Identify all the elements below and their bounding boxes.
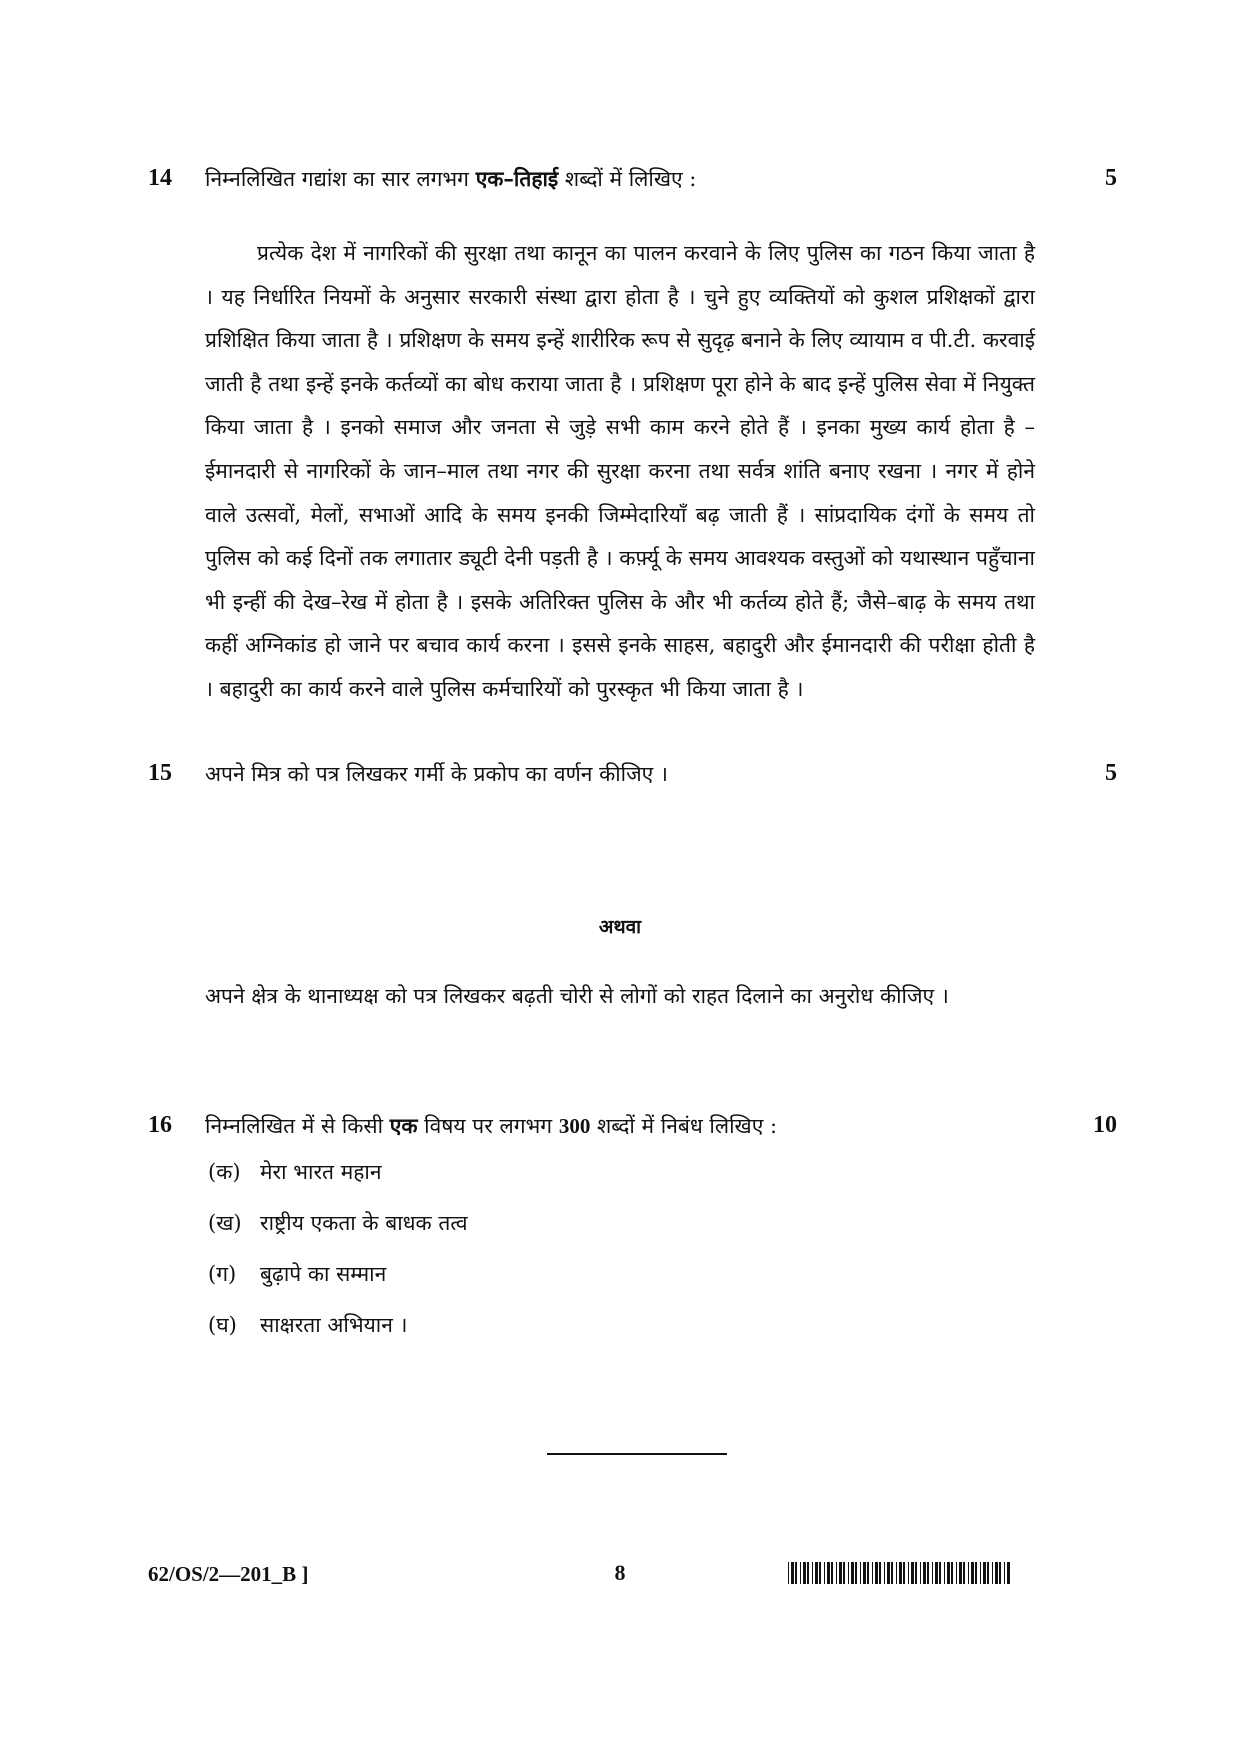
barcode-bar <box>800 1562 801 1584</box>
question-15-header <box>0 760 1240 790</box>
barcode-bar <box>959 1562 962 1584</box>
barcode-bar <box>887 1562 890 1584</box>
barcode-bar <box>815 1562 818 1584</box>
barcode-bar <box>896 1562 897 1584</box>
barcode-bar <box>848 1562 849 1584</box>
option-label: (ग) <box>208 1262 237 1286</box>
prompt-text: निम्नलिखित में से किसी <box>205 1114 390 1138</box>
barcode-bar <box>992 1562 993 1584</box>
barcode-bar <box>867 1562 869 1584</box>
barcode-bar <box>839 1562 842 1584</box>
barcode-bar <box>891 1562 893 1584</box>
paper-code: 62/OS/2—201_B ] <box>148 1562 309 1586</box>
barcode-bar <box>927 1562 929 1584</box>
barcode-bar <box>791 1562 794 1584</box>
prompt-text: निम्नलिखित गद्यांश का सार लगभग <box>205 167 476 191</box>
barcode-bar <box>899 1562 902 1584</box>
barcode-bar <box>963 1562 965 1584</box>
question-14-header <box>0 165 1240 195</box>
q15-alternative: अपने क्षेत्र के थानाध्यक्ष को पत्र लिखकर बढ़ती चोरी से लोगों को राहत दिलाने का अनुरोध कीजिए । <box>205 984 949 1008</box>
barcode-bar <box>860 1562 861 1584</box>
barcode-bar <box>980 1562 981 1584</box>
question-marks: 10 <box>1093 1112 1117 1138</box>
barcode-bar <box>947 1562 950 1584</box>
question-prompt <box>205 165 696 193</box>
barcode-bar <box>932 1562 933 1584</box>
barcode-bar <box>827 1562 830 1584</box>
question-prompt <box>205 1112 777 1140</box>
barcode-bar <box>971 1562 974 1584</box>
barcode-bar <box>983 1562 986 1584</box>
barcode-bar <box>923 1562 926 1584</box>
question-marks: 5 <box>1105 165 1117 191</box>
q16-options <box>208 1158 468 1362</box>
option-text: साक्षरता अभियान । <box>260 1313 408 1337</box>
barcode-bar <box>903 1562 905 1584</box>
barcode-icon <box>788 1562 1010 1584</box>
barcode-bar <box>803 1562 806 1584</box>
question-number: 14 <box>148 165 172 191</box>
option-label: (क) <box>208 1160 241 1184</box>
prompt-text: शब्दों में लिखिए : <box>558 167 697 191</box>
prompt-text: शब्दों में निबंध लिखिए : <box>590 1114 778 1138</box>
page-number: 8 <box>614 1560 626 1585</box>
barcode-bar <box>812 1562 813 1584</box>
barcode-bar <box>855 1562 857 1584</box>
barcode-bar <box>831 1562 833 1584</box>
barcode-bar <box>944 1562 945 1584</box>
barcode-bar <box>908 1562 909 1584</box>
barcode-bar <box>995 1562 998 1584</box>
q14-passage: प्रत्येक देश में नागरिकों की सुरक्षा तथा कानून का पालन करवाने के लिए पुलिस का गठन किया जाता है । यह निर्धारित नियमों के अनुसार सरकारी संस्था द्वारा होता है । चुने हुए व्यक्तियों को कुशल प्रशिक्षकों द्वारा प्रशिक्षित किया जाता है । प्रशिक्षण के समय इन्हें शारीरिक रूप से सुदृढ़ बनाने के लिए व्यायाम व पी.टी. करवाई जाती है तथा इन्हें इनके कर्तव्यों का बोध कराया जाता है । प्रशिक्षण पूरा होने के बाद इन्हें पुलिस सेवा में नियुक्त किया जाता है । इनको समाज और जनता से जुड़े सभी काम करने होते हैं । इनका मुख्य कार्य होता है – ईमानदारी से नागरिकों के जान–माल तथा नगर की सुरक्षा करना तथा सर्वत्र शांति बनाए रखना । नगर में होने वाले उत्सवों, मेलों, सभाओं आदि के समय इनकी जिम्मेदारियाँ बढ़ जाती हैं । सांप्रदायिक दंगों के समय तो पुलिस को कई दिनों तक लगातार ड्यूटी देनी पड़ती है । कर्फ़्यू के समय आवश्यक वस्तुओं को यथास्थान पहुँचाना भी इन्हीं की देख–रेख में होता है । इसके अतिरिक्त पुलिस के और भी कर्तव्य होते हैं; जैसे–बाढ़ के समय तथा कहीं अग्निकांड हो जाने पर बचाव कार्य करना । इससे इनके साहस, बहादुरी और ईमानदारी की परीक्षा होती है । बहादुरी का कार्य करने वाले पुलिस कर्मचारियों को पुरस्कृत भी किया जाता है । <box>205 241 1035 701</box>
barcode-bar <box>863 1562 866 1584</box>
barcode-bar <box>911 1562 914 1584</box>
barcode-bar <box>999 1562 1001 1584</box>
question-number: 16 <box>148 1112 172 1138</box>
barcode-bar <box>788 1562 789 1584</box>
option-text: मेरा भारत महान <box>260 1160 382 1184</box>
barcode-bar <box>935 1562 938 1584</box>
prompt-emphasis: एक <box>389 1113 418 1138</box>
option-label: (ख) <box>208 1211 242 1235</box>
barcode-bar <box>975 1562 977 1584</box>
question-number: 15 <box>148 760 172 786</box>
barcode-bar <box>836 1562 837 1584</box>
barcode-bar <box>939 1562 941 1584</box>
question-prompt: अपने मित्र को पत्र लिखकर गर्मी के प्रकोप का वर्णन कीजिए । <box>205 762 668 786</box>
barcode-bar <box>956 1562 957 1584</box>
barcode-bar <box>875 1562 878 1584</box>
barcode-bar <box>920 1562 921 1584</box>
option-item <box>208 1158 468 1209</box>
barcode-bar <box>851 1562 854 1584</box>
question-16-header <box>0 1112 1240 1142</box>
option-text: राष्ट्रीय एकता के बाधक तत्व <box>260 1211 468 1235</box>
barcode-bar <box>1007 1562 1010 1584</box>
barcode-bar <box>872 1562 873 1584</box>
prompt-emphasis: एक–तिहाई <box>475 166 559 191</box>
barcode-bar <box>843 1562 845 1584</box>
barcode-bar <box>795 1562 797 1584</box>
option-text: बुढ़ापे का सम्मान <box>260 1262 387 1286</box>
prompt-emphasis: 300 <box>558 1114 591 1138</box>
barcode-bar <box>819 1562 821 1584</box>
barcode-bar <box>884 1562 885 1584</box>
barcode-bar <box>824 1562 825 1584</box>
barcode-bar <box>951 1562 953 1584</box>
barcode-bar <box>1004 1562 1005 1584</box>
barcode-bar <box>968 1562 969 1584</box>
barcode-bar <box>879 1562 881 1584</box>
question-marks: 5 <box>1105 760 1117 786</box>
option-item <box>208 1260 468 1311</box>
prompt-text: विषय पर लगभग <box>417 1114 559 1138</box>
option-item <box>208 1209 468 1260</box>
end-rule <box>547 1453 727 1455</box>
barcode-bar <box>987 1562 989 1584</box>
barcode-bar <box>915 1562 917 1584</box>
option-label: (घ) <box>208 1313 237 1337</box>
or-label: अथवा <box>598 916 642 938</box>
barcode-bar <box>807 1562 809 1584</box>
option-item <box>208 1311 468 1362</box>
